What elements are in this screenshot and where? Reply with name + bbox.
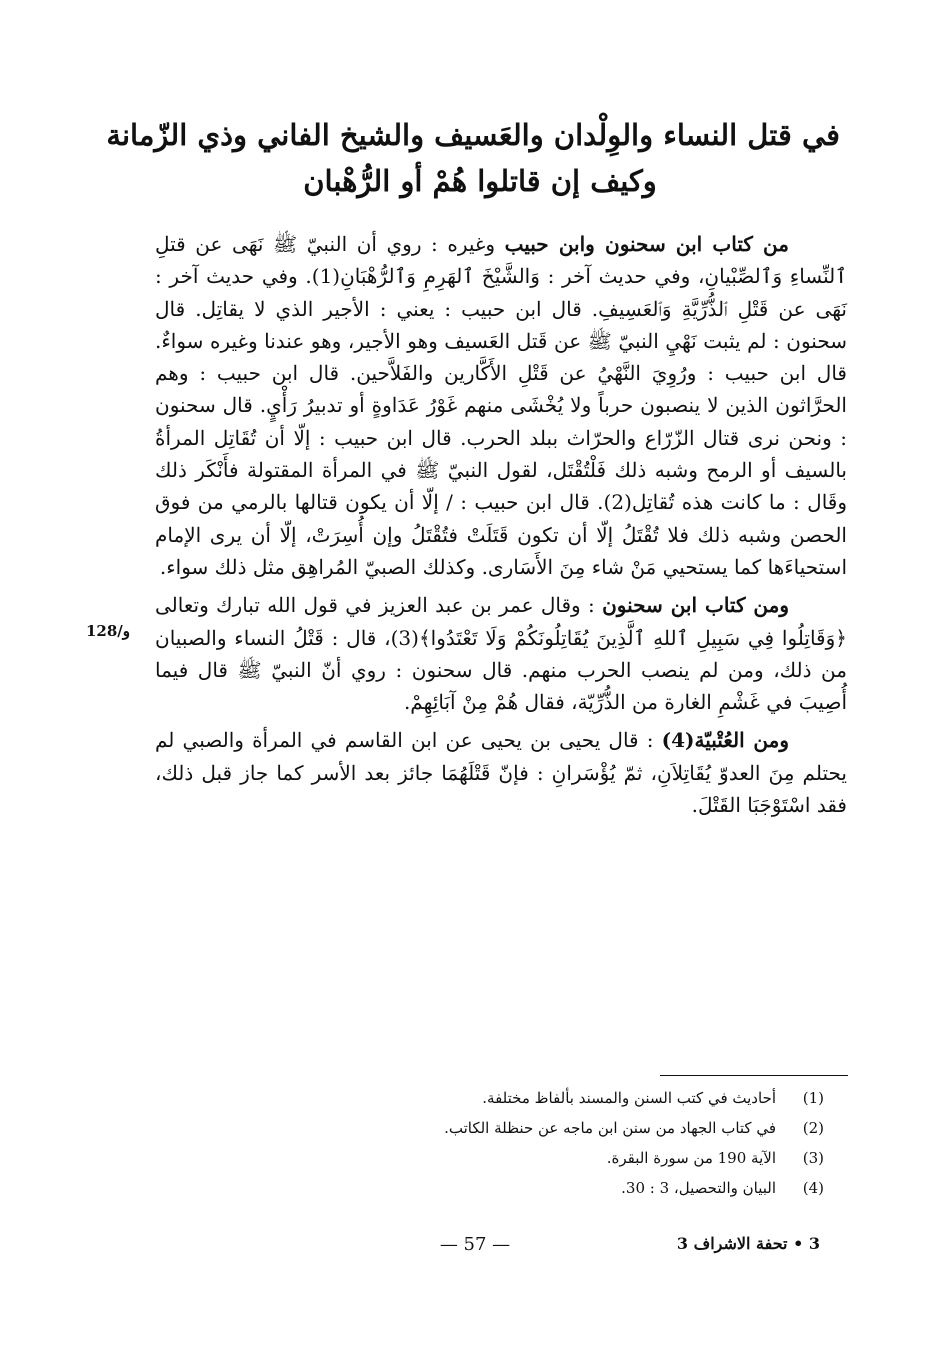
paragraph-2-lead: ومن كتاب ابن سحنون	[602, 593, 789, 618]
manuscript-folio-marker: 128/و	[86, 622, 131, 640]
paragraph-1-lead: من كتاب ابن سحنون وابن حبيب	[504, 232, 789, 256]
paragraph-3-lead: ومن العُتْبيّة(4)	[661, 728, 789, 753]
footnote-text: الآية 190 من سورة البقرة.	[606, 1149, 776, 1167]
chapter-title	[106, 112, 840, 204]
paragraph-2	[155, 589, 847, 718]
footnote-number: (2)	[802, 1119, 824, 1137]
footnote	[330, 1083, 824, 1113]
chapter-title-line-1: في قتل النساء والوِلْدان والعَسيف والشيخ الفاني وذي الزّمانة	[106, 118, 840, 152]
paragraph-3-text: : قال يحيى بن يحيى عن ابن القاسم في المرأة والصبي لم يحتلم مِنَ العدوّ يُقَاتِلاَنِ، ثمّ يُؤْسَرانِ : فإنّ قَتْلَهُمَا جائز بعد الأسر كما جاز قبل ذلك، فقد اسْتَوْجَبَا القَتْلَ.	[155, 728, 847, 818]
footnote-text: في كتاب الجهاد من سنن ابن ماجه عن حنظلة الكاتب.	[444, 1119, 776, 1137]
body-text	[155, 228, 847, 821]
footnote-text: البيان والتحصيل، 3 : 30.	[621, 1179, 776, 1197]
footnote-number: (3)	[802, 1149, 824, 1167]
paragraph-2-text: : وقال عمر بن عبد العزيز في قول الله تبارك وتعالى ﴿وَقَاتِلُوا فِي سَبِيلِ ٱللهِ ٱلَّذِينَ يُقَاتِلُونَكُمْ وَلَا تَعْتَدُوا﴾(3)، قال : قَتْلُ النساء والصبيان من ذلك، ومن لم ينصب الحرب منهم. قال سحنون : روي أنّ النبيّ ﷺ قال فيما أُصِيبَ في غَشْمِ الغارة من الذُّرِّيّة، فقال هُمْ مِنْ آبَائِهِمْ.	[155, 593, 847, 715]
footnote	[330, 1113, 824, 1143]
footnote-number: (4)	[802, 1179, 824, 1197]
footnote	[330, 1143, 824, 1173]
footnote	[330, 1173, 824, 1203]
page-number: — 57 —	[439, 1234, 511, 1255]
footnote-number: (1)	[802, 1089, 824, 1107]
paragraph-1	[155, 228, 847, 583]
paragraph-3	[155, 724, 847, 821]
printer-signature: 3 • تحفة الاشراف 3	[676, 1234, 820, 1253]
paragraph-1-text: وغيره : روي أن النبيّ ﷺ نَهَى عن قتلِ ٱلنِّساءِ وَٱلصِّبْيانِ، وفي حديث آخر : وَالشَّيْخَ ٱلهَرِمِ وَٱلرُّهْبَانِ(1). وفي حديث آخر : نَهَى عن قَتْلِ ٱلذُّرِّيَّةِ وَٱلعَسِيفِ. قال ابن حبيب : يعني : الأجير الذي لا يقاتِل. قال سحنون : لم يثبت نَهْيِ النبيّ ﷺ عن قَتل العَسيف وهو الأجير، وهو عندنا وغيره سواءٌ. قال ابن حبيب : ورُوِيَ النَّهْيُ عن قَتْلِ الأَكَّارين والفَلاَّحين. قال ابن حبيب : وهم الحرَّاثون الذين لا ينصبون حرباً ولا يُخْشَى منهم غَوْرُ عَدَاوةٍ أو تدبيرُ رَأْيٍ. قال سحنون : ونحن نرى قتال الزّرّاع والحرّاث ببلد الحرب. قال ابن حبيب : إلّا أن تُقَاتِل المرأةُ بالسيف أو الرمح وشبه ذلك فَلْتُقْتَل، لقول النبيّ ﷺ في المرأة المقتولة فأَنْكَر ذلك وقَال : ما كانت هذه تُقاتِل(2). قال ابن حبيب : / إلّا أن يكون قتالها بالرمي من فوق الحصن وشبه ذلك فلا تُقْتَلُ إلّا أن تكون قَتَلَتْ فتُقْتَلُ وإن أُسِرَتْ، إلّا أن يرى الإمام استحياءَها كما يستحيي مَنْ شاء مِنَ الأَسَارى. وكذلك الصبيّ المُراهِق مثل ذلك سواء.	[155, 232, 848, 579]
chapter-title-line-2: وكيف إن قاتلوا هُمْ أو الرُّهْبان	[303, 164, 657, 198]
footnotes	[330, 1083, 824, 1203]
footnote-separator	[660, 1075, 848, 1076]
footnote-text: أحاديث في كتب السنن والمسند بألفاظ مختلفة.	[482, 1089, 776, 1107]
